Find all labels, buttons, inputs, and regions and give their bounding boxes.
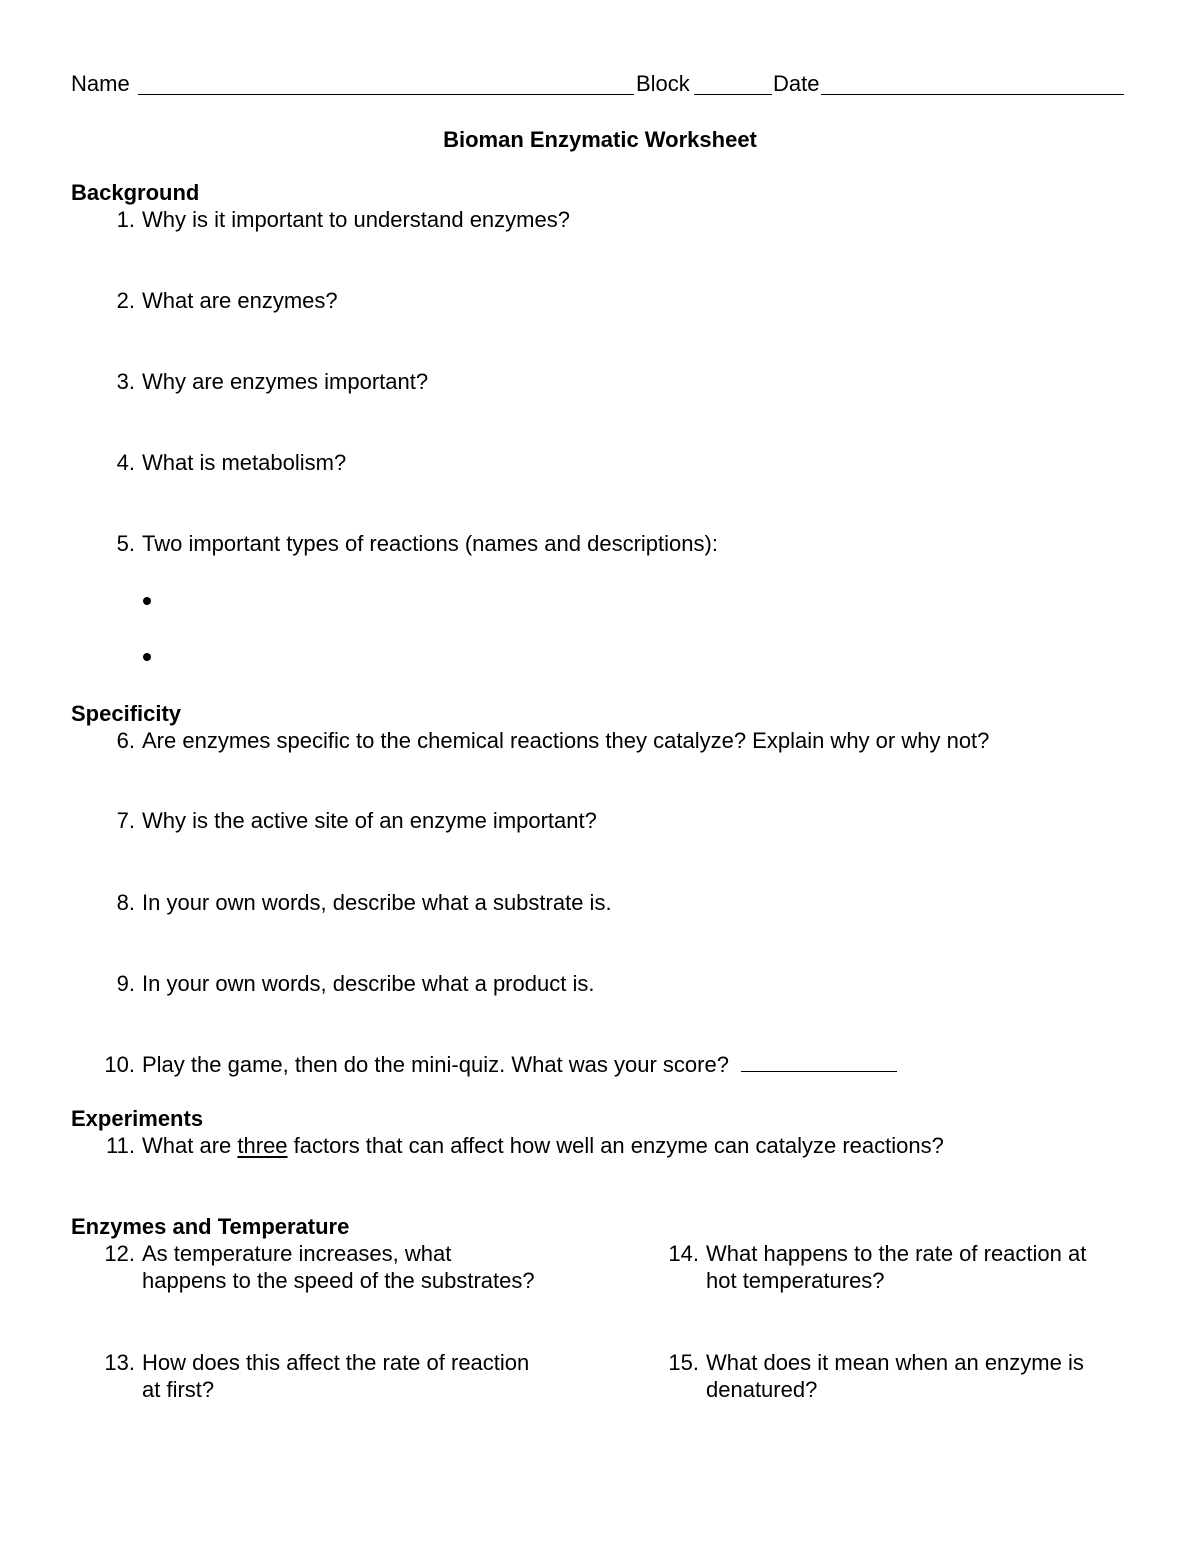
question-number: 5.: [116, 531, 135, 556]
student-info-header: [71, 70, 1126, 98]
question-text: factors that can affect how well an enzyme can catalyze reactions?: [293, 1133, 944, 1158]
question-text-line-2: at first?: [142, 1377, 215, 1402]
date-field[interactable]: [821, 94, 1124, 95]
question-number: 9.: [116, 971, 135, 996]
question-number: 2.: [116, 288, 135, 313]
question-text-line-1: What happens to the rate of reaction at: [706, 1241, 1087, 1266]
question-text: Why is it important to understand enzymes?: [142, 207, 570, 232]
block-label: Block: [636, 71, 690, 96]
question-text-wrapper: [142, 1132, 944, 1160]
question-text-line-1: How does this affect the rate of reaction: [142, 1350, 530, 1375]
question-number: 3.: [116, 369, 135, 394]
date-label: Date: [773, 71, 820, 96]
question-text: What are enzymes?: [142, 288, 338, 313]
question-number: 10.: [104, 1052, 135, 1077]
question-text-line-1: As temperature increases, what: [142, 1241, 452, 1266]
section-heading-specificity: Specificity: [71, 701, 182, 726]
question-text: What is metabolism?: [142, 450, 347, 475]
question-text: Play the game, then do the mini-quiz. What was your score?: [142, 1052, 729, 1077]
question-number: 8.: [116, 890, 135, 915]
question-number: 6.: [116, 728, 135, 753]
worksheet-title: Bioman Enzymatic Worksheet: [443, 127, 757, 152]
bullet-point: [143, 597, 151, 605]
section-heading-temperature: Enzymes and Temperature: [71, 1214, 350, 1239]
question-text: In your own words, describe what a product is.: [142, 971, 595, 996]
question-text-wrapper: [142, 1051, 897, 1079]
question-text-line-2: hot temperatures?: [706, 1268, 885, 1293]
question-text-line-2: happens to the speed of the substrates?: [142, 1268, 535, 1293]
question-number: 14.: [668, 1241, 699, 1266]
question-text-line-1: What does it mean when an enzyme is: [706, 1350, 1084, 1375]
question-text: Why are enzymes important?: [142, 369, 429, 394]
question-number: 13.: [104, 1350, 135, 1375]
question-number: 7.: [116, 808, 135, 833]
name-label: Name: [71, 71, 130, 96]
question-text: Are enzymes specific to the chemical reactions they catalyze? Explain why or why not?: [142, 728, 990, 753]
question-number: 15.: [668, 1350, 699, 1375]
score-answer-blank[interactable]: [741, 1053, 897, 1072]
bullet-point: [143, 653, 151, 661]
question-number: 4.: [116, 450, 135, 475]
section-heading-experiments: Experiments: [71, 1106, 204, 1131]
question-text-line-2: denatured?: [706, 1377, 818, 1402]
question-text: Two important types of reactions (names and descriptions):: [142, 531, 718, 556]
question-number: 11.: [106, 1133, 135, 1158]
question-text: Why is the active site of an enzyme important?: [142, 808, 597, 833]
question-number: 12.: [104, 1241, 135, 1266]
section-heading-background: Background: [71, 180, 200, 205]
emphasized-word: three: [237, 1133, 288, 1158]
name-field[interactable]: [138, 94, 634, 95]
question-text: What are: [142, 1133, 232, 1158]
question-number: 1.: [116, 207, 135, 232]
block-field[interactable]: [694, 94, 772, 95]
question-text: In your own words, describe what a substrate is.: [142, 890, 612, 915]
